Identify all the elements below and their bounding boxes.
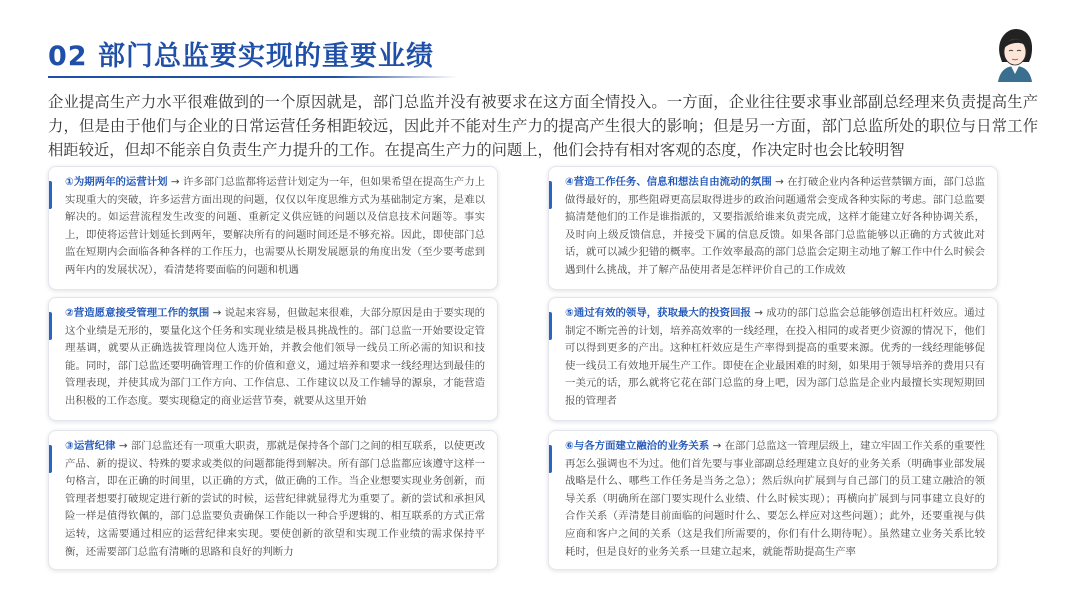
card-body: → 在打破企业内各种运营禁锢方面，部门总监做得最好的，那些阻碍更高层取得进步的政治问题通常会变成各种实际的考虑。部门总监要搞清楚他们的工作是谁指派的，又要指派给谁来负责完成，这样才能建立好各种协调关系，及时向上级反馈信息，并接受下属的信息反馈。如果各部门总监能够以正确的方式彼此对话，就可以减少犯错的概率。工作效率最高的部门总监会定期主动地了解工作中什么时候会遇到什么挑战，并了解产品使用者是怎样评价自己的工作成效 [565, 176, 986, 276]
card-body: → 许多部门总监都将运营计划定为一年，但如果希望在提高生产力上实现重大的突破，许多运营方面出现的问题，仅仅以年度思维方式为基础制定方案，是难以解决的。如运营流程发生改变的问题、重新定义供应链的问题以及信息技术问题等。事实上，即使将运营计划延长到两年，要解决所有的问题时间还是不够充裕。因此，即使部门总监在短期内会面临各种各样的工作压力，也需要从长期发展愿景的角度出发（至少要考虑到两年内的发展状况），看清楚将要面临的问题和机遇 [65, 176, 486, 276]
card-body: → 部门总监还有一项重大职责，那就是保持各个部门之间的相互联系，以使更改产品、新的提议、特殊的要求或类似的问题都能得到解决。所有部门总监都应该遵守这样一句格言，即在正确的时间里，以正确的方式，做正确的工作。当企业想要实现业务创新，而管理者想要打破规定进行新的尝试的时候，运营纪律就显得尤为重要了。新的尝试和承担风险一样是值得钦佩的，部门总监要负责确保工作能以一种合乎逻辑的、相互联系的方式正常运转，这需要通过相应的运营纪律来实现。要使创新的欲望和实现工作业绩的需求保持平衡，还需要部门总监有清晰的思路和良好的判断力 [65, 440, 485, 558]
card-body: → 在部门总监这一管理层级上，建立牢固工作关系的重要性再怎么强调也不为过。他们首先要与事业部副总经理建立良好的业务关系（明确事业部发展战略是什么、哪些工作任务是当务之急）；然后纵向扩展到与自己部门的员工建立融洽的领导关系（明确所在部门要实现什么业绩、什么时候实现）；再横向扩展到与同事建立良好的合作关系（弄清楚目前面临的问题时什么、要怎么样应对这些问题）；此外，还要重视与供应商和客户之间的关系（这是我们所需要的，你们有什么期待呢）。虽然建立业务关系比较耗时，但是良好的业务关系一旦建立起来，就能帮助提高生产率 [565, 440, 986, 558]
card-accent-bar [49, 312, 52, 340]
card-accent-bar [49, 181, 52, 209]
card-accent-bar [549, 445, 552, 473]
card-body: → 成功的部门总监会总能够创造出杠杆效应。通过制定不断完善的计划，培养高效率的一线经理，在投入相同的或者更少资源的情况下，他们可以得到更多的产出。这种杠杆效应是生产率得到提高的重要来源。优秀的一线经理能够促使一线员工有效地开展生产工作。即使在企业最困难的时刻，如果用于领导培养的费用只有一美元的话，那么就将它花在部门总监的身上吧，因为部门总监是企业内最擅长实现短期回报的管理者 [565, 307, 986, 407]
card-free-flow [548, 166, 998, 290]
card-body: → 说起来容易，但做起来很难，大部分原因是由于要实现的这个业绩是无形的，要量化这个任务和实现业绩是极具挑战性的。部门总监一开始要设定管理基调，就要从正确选拔管理岗位人选开始，并教会他们领导一线员工所必需的知识和技能。同时，部门总监还要明确管理工作的价值和意义，通过培养和要求一线经理达到最佳的管理表现，并使其成为部门工作方向、工作信息、工作建议以及工作辅导的源泉，才能营造出积极的工作态度。要实现稳定的商业运营节奏，就要从这里开始 [65, 307, 486, 407]
card-heading: ⑤通过有效的领导，获取最大的投资回报 [565, 307, 751, 319]
card-heading: ⑥与各方面建立融洽的业务关系 [565, 440, 710, 452]
card-business-relationships [548, 430, 998, 570]
card-operating-discipline [48, 430, 498, 570]
card-heading: ④营造工作任务、信息和想法自由流动的氛围 [565, 176, 772, 188]
card-effective-leadership [548, 297, 998, 421]
intro-paragraph: 企业提高生产力水平很难做到的一个原因就是，部门总监并没有被要求在这方面全情投入。一方面，企业往往要求事业部副总经理来负责提高生产力，但是由于他们与企业的日常运营任务相距较远，因此并不能对生产力的提高产生很大的影响；但是另一方面，部门总监所处的职位与日常工作相距较近，但却不能亲自负责生产力提升的工作。在提高生产力的问题上，他们会持有相对客观的态度，作决定时也会比较明智 [48, 93, 1038, 159]
title-underline [48, 76, 458, 78]
card-accent-bar [549, 312, 552, 340]
card-operating-plan [48, 166, 498, 290]
card-management-atmosphere [48, 297, 498, 421]
presenter-avatar-icon [992, 26, 1038, 82]
card-accent-bar [49, 445, 52, 473]
card-accent-bar [549, 181, 552, 209]
card-heading: ①为期两年的运营计划 [65, 176, 168, 188]
page-title: 02 部门总监要实现的重要业绩 [48, 41, 434, 72]
card-heading: ③运营纪律 [65, 440, 116, 452]
card-heading: ②营造愿意接受管理工作的氛围 [65, 307, 210, 319]
